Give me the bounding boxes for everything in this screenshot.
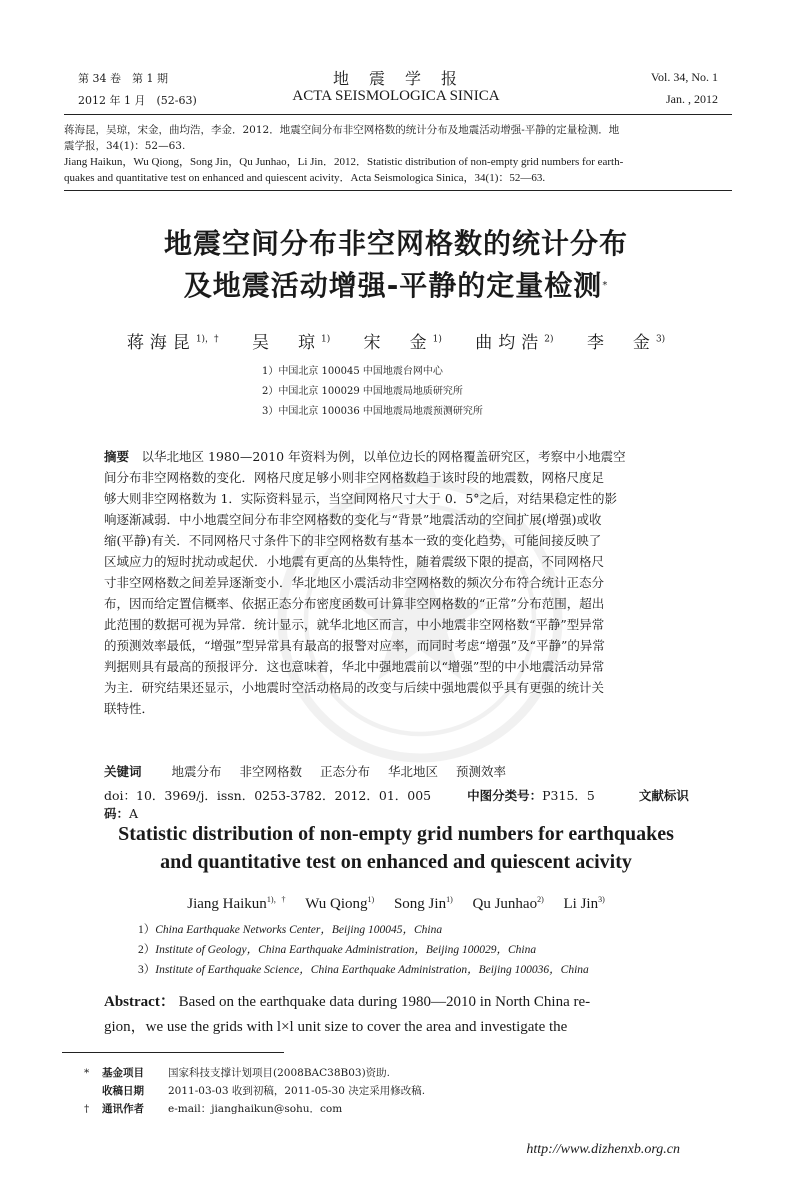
abstract-cn xyxy=(104,446,692,719)
abstract-cn-line: 响逐渐减弱．中小地震空间分布非空网格数的变化与“背景”地震活动的空间扩展(增强)或收 xyxy=(104,512,602,527)
author-cn: 蒋海昆$^{1),\dagger}$ xyxy=(126,333,219,353)
clc-value: P315．5 xyxy=(542,788,595,803)
abstract-cn-line: 判据则具有最高的预报评分．这也意味着，华北中强地震前以“增强”型的中小地震活动异常 xyxy=(104,659,605,674)
footnote-funding: * 基金项目 国家科技支撑计划项目(2008BAC38B03)资助. xyxy=(84,1067,391,1079)
title-footnote-mark: * xyxy=(602,280,609,291)
citation-cn xyxy=(64,122,730,186)
clc-label: 中图分类号： xyxy=(467,788,543,803)
title-en-line1: Statistic distribution of non-empty grid numbers for earthquakes xyxy=(118,823,674,845)
author-en: Jiang Haikun$^{1),\dagger}$ xyxy=(187,895,286,912)
doi-value: doi：10．3969/j．issn．0253-3782．2012．01．005 xyxy=(104,788,432,803)
citation-cn-line2: 震学报，34(1)：52—63. xyxy=(64,140,186,152)
abstract-en-label: Abstract： xyxy=(104,994,175,1010)
abstract-en-line: Based on the earthquake data during 1980—2010 in North China re- xyxy=(178,994,591,1010)
abstract-cn-line: 间分布非空网格数的变化．网格尺度足够小则非空网格数趋于该时段的地震数，网格尺度足 xyxy=(104,470,605,485)
keyword: 正态分布 xyxy=(320,764,371,779)
citation-en-line2: quakes and quantitative test on enhanced and quiescent acivity．Acta Seismologica Sinica，34(1)：52—63. xyxy=(64,172,546,184)
footer-url[interactable]: http://www.dizhenxb.org.cn xyxy=(526,1142,680,1157)
title-cn-line2-text: 及地震活动增强-平静的定量检测 xyxy=(183,269,603,302)
footnotes xyxy=(84,1064,425,1118)
author-cn: 吴 琼$^{1)}$ xyxy=(251,333,331,353)
abstract-en xyxy=(104,990,692,1040)
keyword: 预测效率 xyxy=(456,764,507,779)
abstract-cn-line: 够大则非空网格数为 1．实际资料显示，当空间网格尺寸大于 0．5°之后，对结果稳定性的影 xyxy=(104,491,618,506)
keywords xyxy=(104,762,506,780)
abstract-cn-label: 摘要 xyxy=(104,449,130,464)
author-en: Wu Qiong$^{1)}$ xyxy=(305,895,375,912)
author-en: Li Jin$^{3)}$ xyxy=(563,895,605,912)
author-cn: 曲均浩$^{2)}$ xyxy=(475,333,554,353)
title-cn-line1: 地震空间分布非空网格数的统计分布 xyxy=(163,227,628,260)
author-en: Song Jin$^{1)}$ xyxy=(393,895,453,912)
abstract-cn-line: 的预测效率最低，“增强”型异常具有最高的报警对应率，而同时考虑“增强”及“平静”的异常 xyxy=(104,638,605,653)
journal-name-en: ACTA SEISMOLOGICA SINICA xyxy=(292,88,500,104)
author-cn: 宋 金$^{1)}$ xyxy=(363,333,442,353)
affiliation-en: 3）Institute of Earthquake Science，China Earthquake Administration，Beijing 100036，China xyxy=(138,964,589,976)
abstract-cn-line: 布，因而给定置信概率、依据正态分布密度函数可计算非空网格数的“正常”分布范围，超出 xyxy=(104,596,605,611)
abstract-cn-line: 联特性． xyxy=(104,701,155,716)
author-cn: 李 金$^{3)}$ xyxy=(586,333,666,353)
abstract-cn-line: 以华北地区 1980—2010 年资料为例，以单位边长的网格覆盖研究区，考察中小地震空 xyxy=(141,449,626,464)
affiliation-en: 1）China Earthquake Networks Center，Beijing 100045，China xyxy=(138,924,443,936)
footnote-received: 收稿日期 2011-03-03 收到初稿，2011-05-30 决定采用修改稿. xyxy=(102,1085,426,1097)
citation-en-line1: Jiang Haikun，Wu Qiong，Song Jin，Qu Junhao，Li Jin．2012．Statistic distribution of non-empty grid numbers for earth- xyxy=(64,156,624,168)
keyword: 非空网格数 xyxy=(239,764,303,779)
authors-cn xyxy=(0,328,792,353)
affiliation-cn: 1）中国北京 100045 中国地震台网中心 xyxy=(262,366,443,377)
doccode-label: 文献标识码： xyxy=(104,788,689,821)
abstract-cn-line: 缩(平静)有关．不同网格尺寸条件下的非空网格数有基本一致的变化趋势，可能间接反映了 xyxy=(104,533,602,548)
abstract-cn-line: 区域应力的短时扰动或起伏．小地震有更高的丛集特性，随着震级下限的提高，不同网格尺 xyxy=(104,554,605,569)
authors-en xyxy=(0,894,792,913)
volume-cn: 第 34 卷 第 1 期 xyxy=(78,72,168,85)
keywords-label: 关键词 xyxy=(104,764,142,779)
doi-line xyxy=(104,786,704,822)
date-cn: 2012 年 1 月 (52-63) xyxy=(78,94,197,107)
header-rule xyxy=(64,114,732,115)
journal-name-cn: 地 震 学 报 xyxy=(332,69,459,88)
footnote-corresponding: † 通讯作者 e-mail：jianghaikun@sohu．com xyxy=(84,1103,343,1115)
abstract-en-line: gion，we use the grids with l×l unit size to cover the area and investigate the xyxy=(104,1019,568,1035)
citation-cn-line1: 蒋海昆，吴琼，宋金，曲均浩，李金．2012．地震空间分布非空网格数的统计分布及地震活动增强-平静的定量检测．地 xyxy=(64,124,620,136)
doccode-value: A xyxy=(129,806,139,821)
affiliation-en: 2）Institute of Geology，China Earthquake Administration，Beijing 100029，China xyxy=(138,944,537,956)
author-en: Qu Junhao$^{2)}$ xyxy=(472,895,544,912)
abstract-cn-line: 寸非空网格数之间差异逐渐变小．华北地区小震活动非空网格数的频次分布符合统计正态分 xyxy=(104,575,605,590)
affiliations-cn xyxy=(262,362,483,422)
keyword: 地震分布 xyxy=(171,764,222,779)
abstract-cn-line: 此范围的数据可视为异常．统计显示，就华北地区而言，中小地震非空网格数“平静”型异常 xyxy=(104,617,605,632)
volume-en: Vol. 34, No. 1 xyxy=(650,70,718,84)
title-cn-line2 xyxy=(0,268,792,304)
footnote-rule xyxy=(62,1052,284,1053)
citation-rule xyxy=(64,190,732,191)
affiliation-cn: 2）中国北京 100029 中国地震局地质研究所 xyxy=(262,386,463,397)
abstract-cn-line: 为主．研究结果还显示，小地震时空活动格局的改变与后续中强地震似乎具有更强的统计关 xyxy=(104,680,605,695)
date-en: Jan. , 2012 xyxy=(666,92,718,106)
affiliations-en xyxy=(138,920,589,980)
affiliation-cn: 3）中国北京 100036 中国地震局地震预测研究所 xyxy=(262,406,483,417)
title-en-line2: and quantitative test on enhanced and quiescent acivity xyxy=(160,851,632,873)
keyword: 华北地区 xyxy=(388,764,439,779)
